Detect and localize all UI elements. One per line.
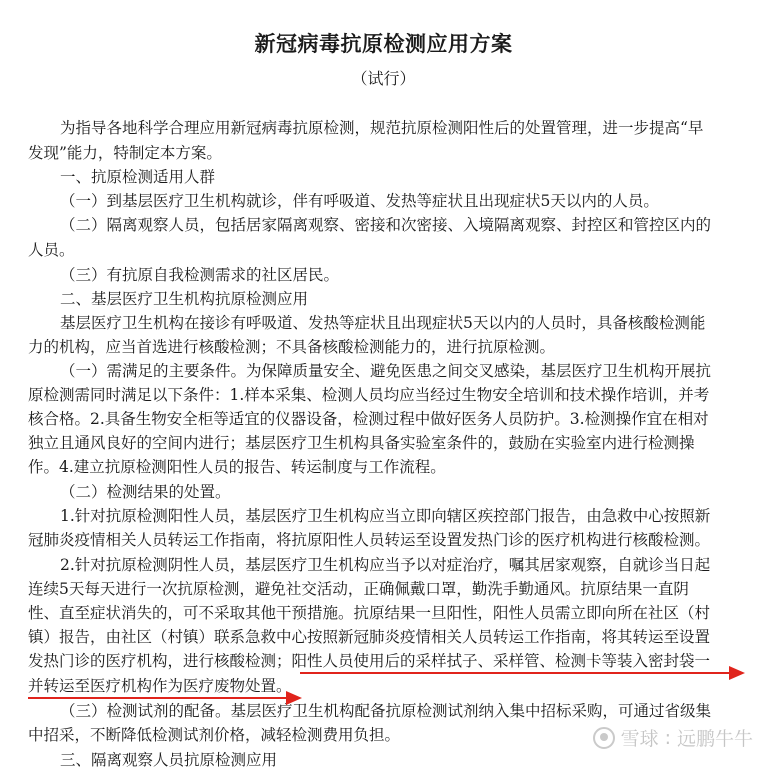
paragraph-line: （一）需满足的主要条件。为保障质量安全、避免医患之间交叉感染，基层医疗卫生机构开展抗 <box>60 362 712 380</box>
watermark-site: 雪球 <box>620 728 659 750</box>
paragraph-line: （三）有抗原自我检测需求的社区居民。 <box>60 266 340 284</box>
paragraph-line: 中招采，不断降低检测试剂价格，减轻检测费用负担。 <box>28 726 401 744</box>
watermark-user: 远鹏牛牛 <box>676 728 753 750</box>
paragraph-line: 性、直至症状消失的，可不采取其他干预措施。抗原结果一旦阳性，阳性人员需立即向所在社区（村 <box>28 604 711 622</box>
document-title: 新冠病毒抗原检测应用方案 <box>254 31 513 56</box>
paragraph-line: （二）检测结果的处置。 <box>60 483 231 501</box>
paragraph-line: （一）到基层医疗卫生机构就诊，伴有呼吸道、发热等症状且出现症状5天以内的人员。 <box>60 192 659 210</box>
paragraph-line: 发热门诊的医疗机构，进行核酸检测；阳性人员使用后的采样拭子、采样管、检测卡等装入密封袋一 <box>28 652 711 670</box>
arrow-head-icon <box>286 691 302 705</box>
paragraph-line: 人员。 <box>28 241 75 259</box>
paragraph-line: 力的机构，应当首选进行核酸检测；不具备核酸检测能力的，进行抗原检测。 <box>28 338 556 356</box>
paragraph-line: 作。4.建立抗原检测阳性人员的报告、转运制度与工作流程。 <box>28 458 446 476</box>
paragraph-line: 发现”能力，特制定本方案。 <box>28 144 222 162</box>
section-heading: 二、基层医疗卫生机构抗原检测应用 <box>60 290 309 308</box>
section-heading: 一、抗原检测适用人群 <box>60 168 216 186</box>
watermark <box>593 724 753 751</box>
paragraph-line: 独立且通风良好的空间内进行；基层医疗卫生机构具备实验室条件的，鼓励在实验室内进行检测操 <box>28 434 695 452</box>
highlight-underline <box>28 697 296 699</box>
paragraph-line: 基层医疗卫生机构在接诊有呼吸道、发热等症状且出现症状5天以内的人员时，具备核酸检测能 <box>60 314 706 332</box>
highlight-underline <box>300 672 732 674</box>
paragraph-line: 连续5天每天进行一次抗原检测，避免社交活动，正确佩戴口罩，勤洗手勤通风。抗原结果一直阴 <box>28 580 689 598</box>
paragraph-line: 2.针对抗原检测阴性人员，基层医疗卫生机构应当予以对症治疗，嘱其居家观察，自就诊当日起 <box>60 556 711 574</box>
document-subtitle: （试行） <box>351 69 416 88</box>
paragraph-line: 冠肺炎疫情相关人员转运工作指南，将抗原阳性人员转运至设置发热门诊的医疗机构进行核酸检测。 <box>28 531 711 549</box>
paragraph-line: 1.针对抗原检测阳性人员，基层医疗卫生机构应当立即向辖区疾控部门报告，由急救中心按照新 <box>60 507 711 525</box>
section-heading: 三、隔离观察人员抗原检测应用 <box>60 751 278 769</box>
paragraph-line: （二）隔离观察人员，包括居家隔离观察、密接和次密接、入境隔离观察、封控区和管控区内的 <box>60 216 712 234</box>
paragraph-line: 并转运至医疗机构作为医疗废物处置。 <box>28 677 292 695</box>
arrow-head-icon <box>729 666 745 680</box>
snowball-logo-icon <box>593 727 615 749</box>
paragraph-line: 镇）报告，由社区（村镇）联系急救中心按照新冠肺炎疫情相关人员转运工作指南，将其转运至设置 <box>28 628 711 646</box>
paragraph-line: 原检测需同时满足以下条件：1.样本采集、检测人员均应当经过生物安全培训和技术操作培训，并考 <box>28 386 710 404</box>
paragraph-line: 为指导各地科学合理应用新冠病毒抗原检测，规范抗原检测阳性后的处置管理，进一步提高“早 <box>60 119 704 137</box>
paragraph-line: 核合格。2.具备生物安全柜等适宜的仪器设备，检测过程中做好医务人员防护。3.检测操作宜在相对 <box>28 410 709 428</box>
paragraph-line: （三）检测试剂的配备。基层医疗卫生机构配备抗原检测试剂纳入集中招标采购，可通过省级集 <box>60 702 712 720</box>
watermark-separator: : <box>664 726 671 749</box>
